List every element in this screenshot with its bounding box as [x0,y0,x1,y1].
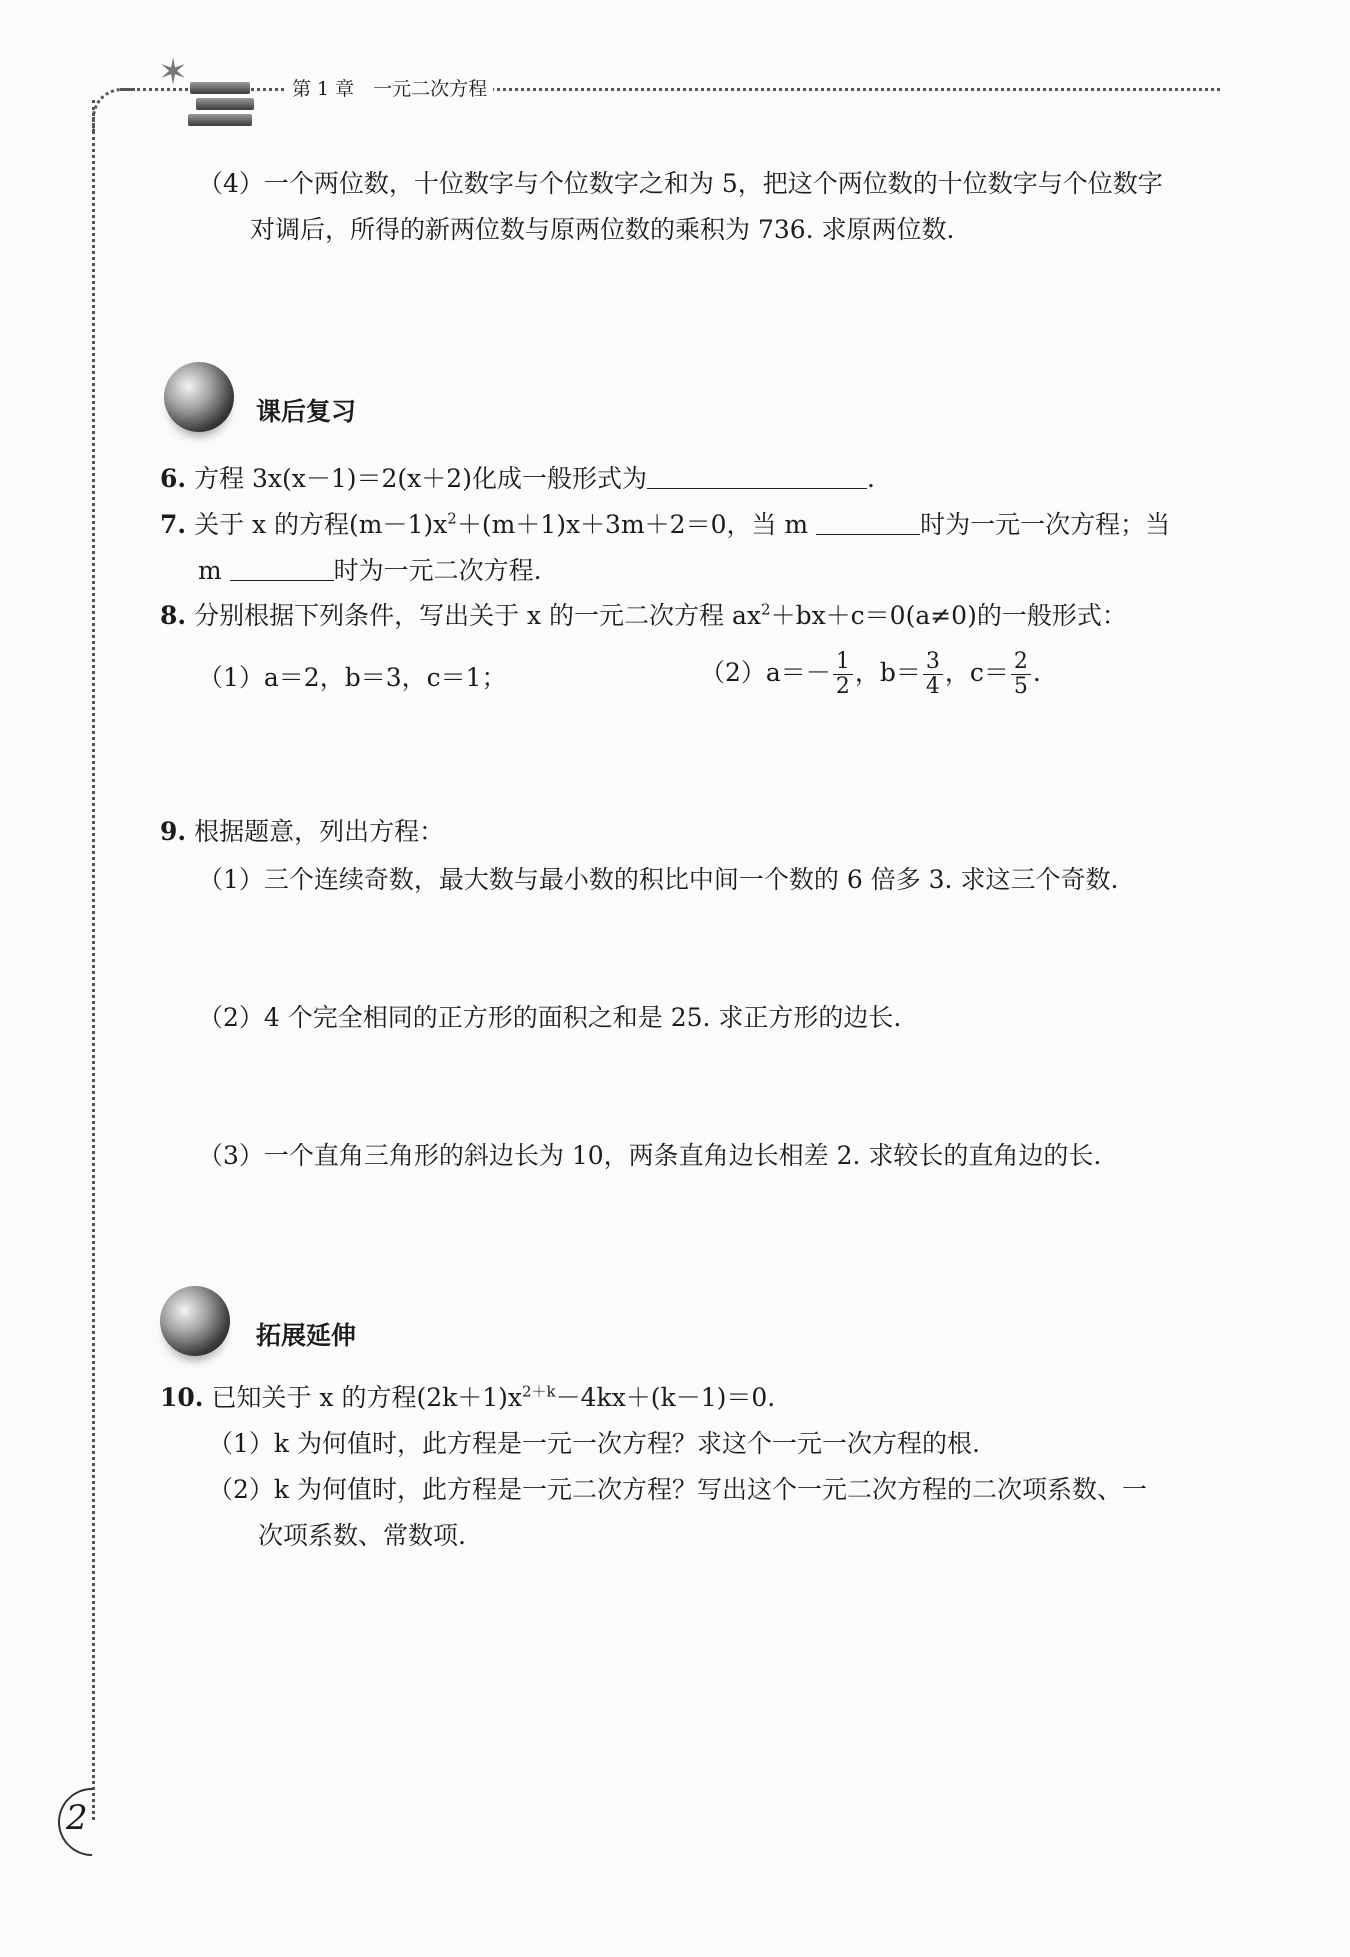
question-8 [160,598,1127,634]
question-text-c: 时为一元一次方程；当 [920,510,1171,539]
header-logo [150,52,260,132]
question-7-line2 [198,552,542,589]
question-10 [160,1380,775,1416]
problem-4-line1: （4）一个两位数，十位数字与个位数字之和为 5，把这个两位数的十位数字与个位数字 [198,169,1163,198]
page-border-left [92,100,95,1820]
question-number: 10. [160,1383,204,1412]
question-number: 8. [160,601,187,630]
answer-blank-1[interactable] [816,506,920,535]
fraction-c: $\frac{2}{5}$ [1011,650,1031,699]
page-border-corner [92,88,135,131]
question-10-part-1: （1）k 为何值时，此方程是一元一次方程？求这个一元一次方程的根. [208,1429,980,1458]
question-7-line1 [160,506,1170,543]
network-globe-icon [160,1286,230,1356]
question-text-b: ＋bx＋c＝0(a≠0)的一般形式： [770,601,1127,630]
section-title-extend: 拓展延伸 [256,1321,357,1350]
fraction-b: $\frac{3}{4}$ [923,650,943,699]
page-number-arc [44,1774,140,1870]
exponent: 2＋k [522,1382,556,1401]
question-8-part-1: （1）a＝2，b＝3，c＝1； [198,663,507,692]
question-6 [160,460,875,497]
question-text-b: －4kx＋(k－1)＝0. [555,1383,776,1412]
question-text-a: 关于 x 的方程(m－1)x [194,510,448,539]
question-text: 方程 3x(x－1)＝2(x＋2)化成一般形式为 [194,464,647,493]
question-9-part-2: （2）4 个完全相同的正方形的面积之和是 25. 求正方形的边长. [198,1003,902,1032]
question-9-part-1: （1）三个连续奇数，最大数与最小数的积比中间一个数的 6 倍多 3. 求这三个奇数. [198,865,1119,894]
question-text-d: m [198,556,222,585]
question-9-part-3: （3）一个直角三角形的斜边长为 10，两条直角边长相差 2. 求较长的直角边的长. [198,1141,1102,1170]
globe-icon [164,362,234,432]
chapter-title: 第 1 章 一元二次方程 [286,74,493,101]
question-text: 根据题意，列出方程： [194,817,445,846]
question-text-e: 时为一元二次方程. [333,556,542,585]
question-number: 6. [160,464,187,493]
question-text-a: 分别根据下列条件，写出关于 x 的一元二次方程 ax [194,601,762,630]
fraction-a: $\frac{1}{2}$ [833,650,853,699]
question-number: 9. [160,817,187,846]
logo-star-icon: ✶ [158,52,189,93]
page-border-top [120,88,1220,91]
page-number: 2 [66,1798,88,1838]
question-tail: . [866,464,875,493]
answer-blank-2[interactable] [230,552,334,581]
question-8-part-2: （2）a＝－ $\frac{1}{2}$ ，b＝ $\frac{3}{4}$ ，c＝ $\frac{2}{5}$ . [700,649,1041,699]
question-text-a: 已知关于 x 的方程(2k＋1)x [211,1383,523,1412]
exponent: 2 [761,600,771,619]
question-text-b: ＋(m＋1)x＋3m＋2＝0，当 m [456,510,809,539]
question-number: 7. [160,510,187,539]
problem-4-line2: 对调后，所得的新两位数与原两位数的乘积为 736. 求原两位数. [250,215,955,244]
exponent: 2 [447,509,457,528]
question-9 [160,814,444,850]
section-title-review: 课后复习 [256,397,357,426]
question-10-part-2-line2: 次项系数、常数项. [258,1521,466,1550]
answer-blank[interactable] [647,460,867,489]
question-10-part-2-line1: （2）k 为何值时，此方程是一元二次方程？写出这个一元二次方程的二次项系数、一 [208,1475,1148,1504]
